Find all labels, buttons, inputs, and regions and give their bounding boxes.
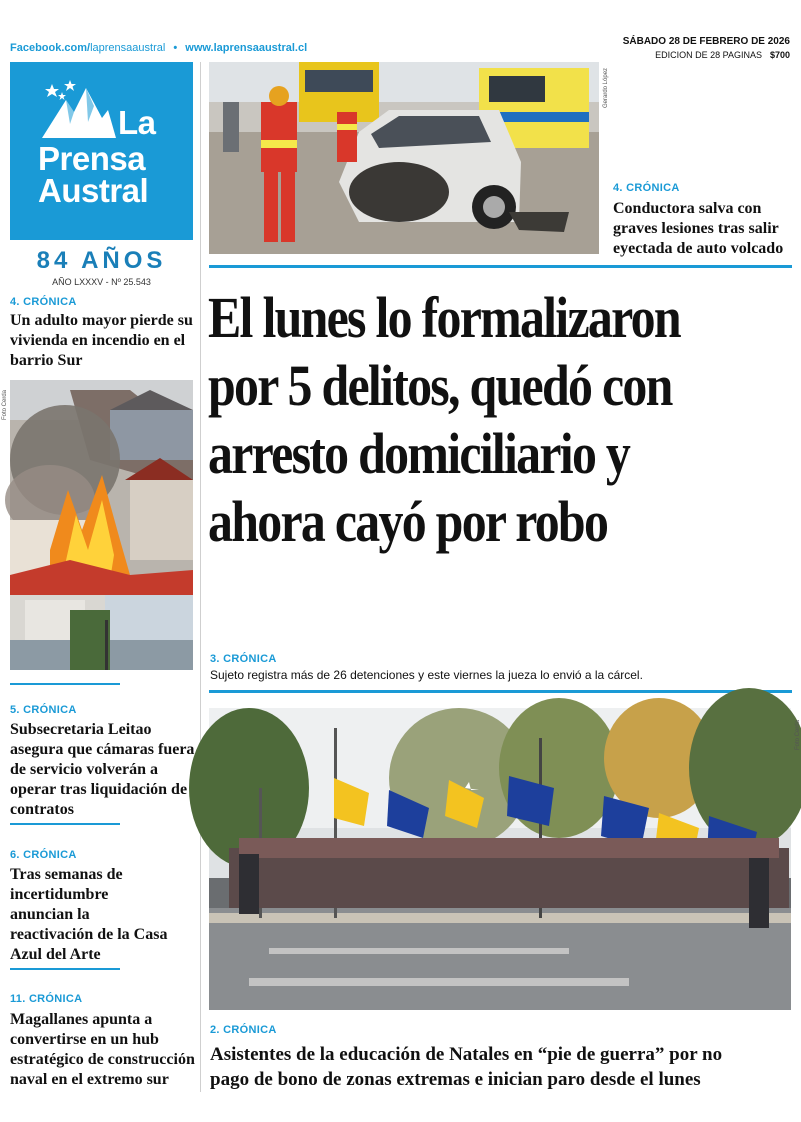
section-rule [10, 823, 120, 825]
logo-word-la: La [118, 104, 156, 141]
anniversary-label: 84 AÑOS [36, 247, 167, 274]
photo-credit: Foto Cerda [795, 719, 801, 750]
facebook-link[interactable]: Facebook.com/laprensaaustral [10, 42, 166, 54]
headline-naval-hub[interactable]: Magallanes apunta a convertirse en un hub estratégico de construcción naval en el extremo sur [10, 1011, 195, 1088]
logo-word-austral: Austral [38, 172, 149, 209]
headline-crash[interactable]: Conductora salva con graves lesiones tras salir eyectada de auto volcado [613, 200, 784, 257]
headline-line: pago de bono de zonas extremas e inician paro desde el lunes [210, 1069, 701, 1090]
headline-cameras[interactable]: Subsecretaria Leitao asegura que cámaras fuera de servicio volverán a operar tras liquidación de contratos [10, 721, 195, 818]
crash-photo-image [209, 62, 599, 254]
protest-photo[interactable] [209, 708, 791, 1010]
column-divider [200, 62, 201, 1092]
section-rule [10, 968, 120, 970]
lead-headline-line: ahora cayó por robo [208, 489, 608, 554]
fire-photo-image [10, 380, 193, 670]
section-label: 6. CRÓNICA [10, 849, 77, 861]
section-rule [10, 683, 120, 685]
photo-credit: Foto Cerda [2, 389, 8, 420]
photo-credit: Gerardo López [603, 67, 609, 108]
page-count: EDICION DE 28 PAGINAS [655, 50, 762, 60]
headline-natales-strike[interactable] [210, 1042, 722, 1092]
website-link[interactable]: www.laprensaaustral.cl [185, 42, 308, 54]
headline-fire[interactable]: Un adulto mayor pierde su vivienda en incendio en el barrio Sur [10, 312, 193, 369]
lead-headline-line: por 5 delitos, quedó con [208, 353, 672, 418]
social-links [10, 42, 307, 54]
headline-casa-azul[interactable]: Tras semanas de incertidumbre anuncian la reactivación de la Casa Azul del Arte [10, 866, 168, 963]
section-label: 5. CRÓNICA [10, 704, 77, 716]
issue-date: SÁBADO 28 DE FEBRERO DE 2026 [622, 36, 790, 47]
lead-headline-line: arresto domiciliario y [208, 421, 630, 486]
lead-headline[interactable] [208, 284, 793, 556]
price: $700 [769, 50, 790, 60]
bullet-separator: • [173, 42, 178, 54]
edition-info [655, 50, 790, 60]
section-label: 11. CRÓNICA [10, 993, 83, 1005]
lead-headline-line: El lunes lo formalizaron [208, 285, 680, 350]
headline-line: Asistentes de la educación de Natales en “pie de guerra” por no [210, 1044, 723, 1065]
section-label: 2. CRÓNICA [210, 1024, 277, 1036]
section-rule [209, 690, 792, 693]
mountain-logo-icon [38, 80, 118, 140]
section-label: 4. CRÓNICA [613, 182, 680, 194]
protest-photo-image [209, 708, 791, 1010]
lead-deck: Sujeto registra más de 26 detenciones y este viernes la jueza lo envió a la cárcel. [210, 668, 643, 682]
section-label: 4. CRÓNICA [10, 296, 77, 308]
crash-photo[interactable] [209, 62, 599, 254]
logo-word-prensa: Prensa [38, 140, 146, 177]
section-label: 3. CRÓNICA [210, 653, 277, 665]
section-rule [209, 265, 792, 268]
fire-photo[interactable] [10, 380, 193, 670]
newspaper-logo[interactable] [10, 62, 193, 240]
volume-number: AÑO LXXXV - Nº 25.543 [52, 277, 151, 287]
